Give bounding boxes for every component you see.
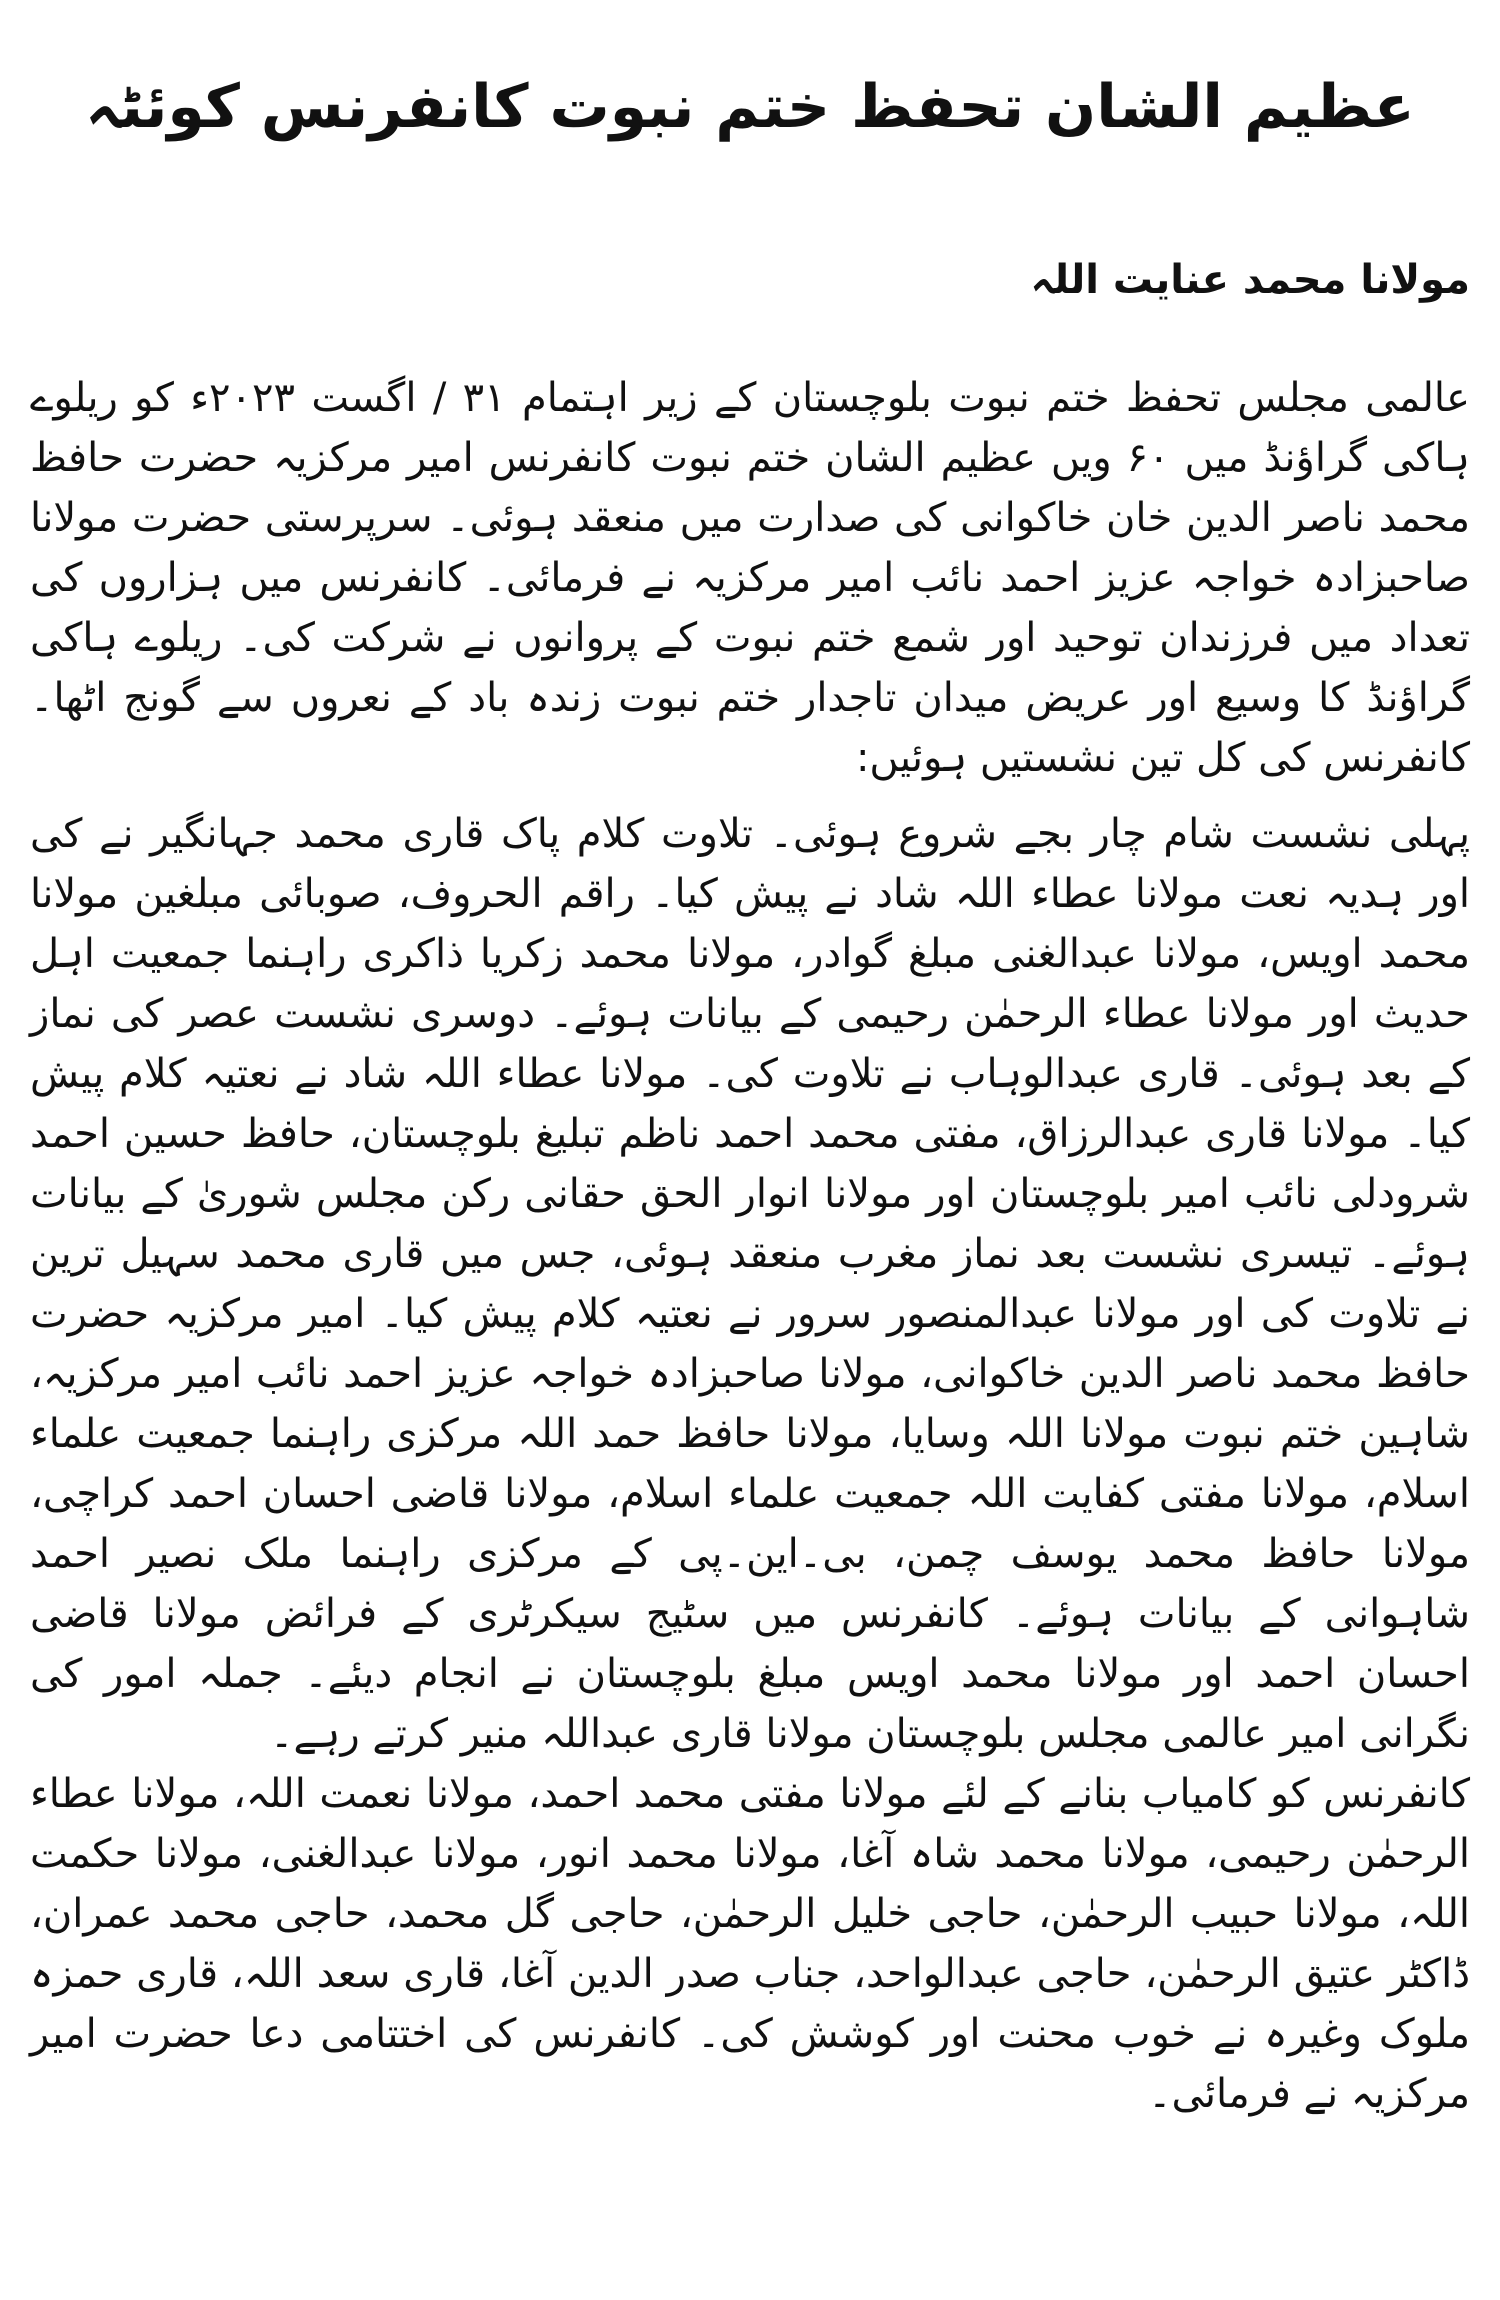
article-body bbox=[30, 368, 1470, 2124]
article-author: مولانا محمد عنایت اللہ bbox=[1030, 257, 1470, 303]
article-title: عظیم الشان تحفظ ختم نبوت کانفرنس کوئٹہ bbox=[85, 72, 1415, 142]
paragraph-acknowledgements: کانفرنس کو کامیاب بنانے کے لئے مولانا مفتی محمد احمد، مولانا نعمت اللہ، مولانا عطاء الرحمٰن رحیمی، مولانا محمد شاہ آغا، مولانا محمد انور، مولانا عبدالغنی، مولانا حکمت اللہ، مولانا حبیب الرحمٰن، حاجی خلیل الرحمٰن، حاجی گل محمد، حاجی محمد عمران، ڈاکٹر عتیق الرحمٰن، حاجی عبدالواحد، جناب صدر الدین آغا، قاری سعد اللہ، قاری حمزہ ملوک وغیرہ نے خوب محنت اور کوشش کی۔ کانفرنس کی اختتامی دعا حضرت امیر مرکزیہ نے فرمائی۔ bbox=[30, 1771, 1470, 2117]
article-page bbox=[30, 0, 1470, 2300]
paragraph-intro: عالمی مجلس تحفظ ختم نبوت بلوچستان کے زیر اہتمام ۳۱ / اگست ۲۰۲۳ء کو ریلوے ہاکی گراؤنڈ میں ۶۰ ویں عظیم الشان ختم نبوت کانفرنس امیر مرکزیہ حضرت حافظ محمد ناصر الدین خان خاکوانی کی صدارت میں منعقد ہوئی۔ سرپرستی حضرت مولانا صاحبزادہ خواجہ عزیز احمد نائب امیر مرکزیہ نے فرمائی۔ کانفرنس میں ہزاروں کی تعداد میں فرزندان توحید اور شمع ختم نبوت کے پروانوں نے شرکت کی۔ ریلوے ہاکی گراؤنڈ کا وسیع اور عریض میدان تاجدار ختم نبوت زندہ باد کے نعروں سے گونج اٹھا۔ کانفرنس کی کل تین نشستیں ہوئیں: bbox=[30, 375, 1470, 781]
paragraph-sessions: پہلی نشست شام چار بجے شروع ہوئی۔ تلاوت کلام پاک قاری محمد جہانگیر نے کی اور ہدیہ نعت مولانا عطاء اللہ شاد نے پیش کیا۔ راقم الحروف، صوبائی مبلغین مولانا محمد اویس، مولانا عبدالغنی مبلغ گوادر، مولانا محمد زکریا ذاکری راہنما جمعیت اہل حدیث اور مولانا عطاء الرحمٰن رحیمی کے بیانات ہوئے۔ دوسری نشست عصر کی نماز کے بعد ہوئی۔ قاری عبدالوہاب نے تلاوت کی۔ مولانا عطاء اللہ شاد نے نعتیہ کلام پیش کیا۔ مولانا قاری عبدالرزاق، مفتی محمد احمد ناظم تبلیغ بلوچستان، حافظ حسین احمد شرودلی نائب امیر بلوچستان اور مولانا انوار الحق حقانی رکن مجلس شوریٰ کے بیانات ہوئے۔ تیسری نشست بعد نماز مغرب منعقد ہوئی، جس میں قاری محمد سہیل ترین نے تلاوت کی اور مولانا عبدالمنصور سرور نے نعتیہ کلام پیش کیا۔ امیر مرکزیہ حضرت حافظ محمد ناصر الدین خاکوانی، مولانا صاحبزادہ خواجہ عزیز احمد نائب امیر مرکزیہ، شاہین ختم نبوت مولانا اللہ وسایا، مولانا حافظ حمد اللہ مرکزی راہنما جمعیت علماء اسلام، مولانا مفتی کفایت اللہ جمعیت علماء اسلام، مولانا قاضی احسان احمد کراچی، مولانا حافظ محمد یوسف چمن، بی۔این۔پی کے مرکزی راہنما ملک نصیر احمد شاہوانی کے بیانات ہوئے۔ کانفرنس میں سٹیج سیکرٹری کے فرائض مولانا قاضی احسان احمد اور مولانا محمد اویس مبلغ بلوچستان نے انجام دیئے۔ جملہ امور کی نگرانی امیر عالمی مجلس بلوچستان مولانا قاری عبداللہ منیر کرتے رہے۔ bbox=[30, 811, 1470, 1757]
